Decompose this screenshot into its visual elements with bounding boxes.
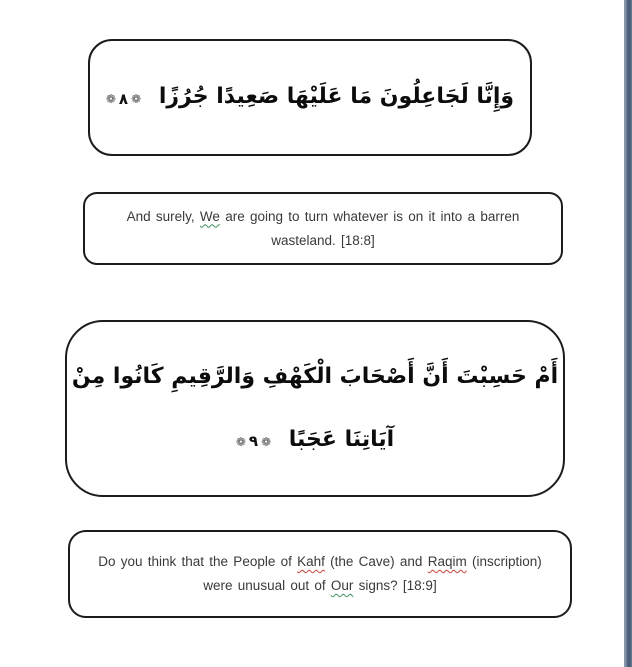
translation-text: (the Cave) and xyxy=(324,554,428,569)
rosette-icon: ❁ xyxy=(235,434,246,449)
translation-line xyxy=(203,574,436,598)
grammar-flagged-word: We xyxy=(199,208,220,224)
arabic-verse-text-18-9-line-2: آيَاتِنَا عَجَبًا xyxy=(288,426,395,452)
arabic-verse-text-18-8: وَإِنَّا لَجَاعِلُونَ مَا عَلَيْهَا صَعِيدًا جُرُزًا xyxy=(158,84,515,110)
arabic-verse-text-18-9-line-1: أَمْ حَسِبْتَ أَنَّ أَصْحَابَ الْكَهْفِ وَالرَّقِيمِ كَانُوا مِنْ xyxy=(71,364,559,390)
spellcheck-flagged-word: Raqim xyxy=(427,554,467,569)
grammar-flagged-word: Our xyxy=(330,578,354,593)
arabic-verse-box-18-9[interactable] xyxy=(65,320,565,497)
translation-line xyxy=(98,550,542,574)
translation-text: And surely, xyxy=(126,208,200,224)
translation-text: wasteland. [18:8] xyxy=(271,232,375,248)
ayah-number-marker-18-8 xyxy=(106,88,141,111)
arabic-verse-box-18-8[interactable] xyxy=(88,39,532,156)
spellcheck-flagged-word: Kahf xyxy=(297,554,325,569)
rosette-icon: ❁ xyxy=(105,92,116,107)
rosette-icon: ❁ xyxy=(131,92,142,107)
window-edge-strip xyxy=(624,0,632,667)
translation-box-18-9[interactable] xyxy=(68,530,572,618)
arabic-verse-line-2-18-9 xyxy=(236,423,394,457)
translation-text: (inscription) xyxy=(466,554,542,569)
ayah-number: ٩ xyxy=(248,432,259,451)
ayah-number: ٨ xyxy=(118,90,129,109)
translation-text: are going to turn whatever is on it into a barren xyxy=(219,208,520,224)
translation-text: Do you think that the People of xyxy=(98,554,298,569)
arabic-verse-line-18-8 xyxy=(106,80,514,114)
translation-box-18-8[interactable] xyxy=(83,192,563,265)
translation-text: signs? [18:9] xyxy=(353,578,437,593)
arabic-verse-line-1-18-9 xyxy=(72,360,558,394)
rosette-icon: ❁ xyxy=(261,434,272,449)
ayah-number-marker-18-9 xyxy=(236,430,271,453)
translation-line xyxy=(271,229,375,253)
translation-line xyxy=(127,205,520,229)
translation-text: were unusual out of xyxy=(203,578,331,593)
